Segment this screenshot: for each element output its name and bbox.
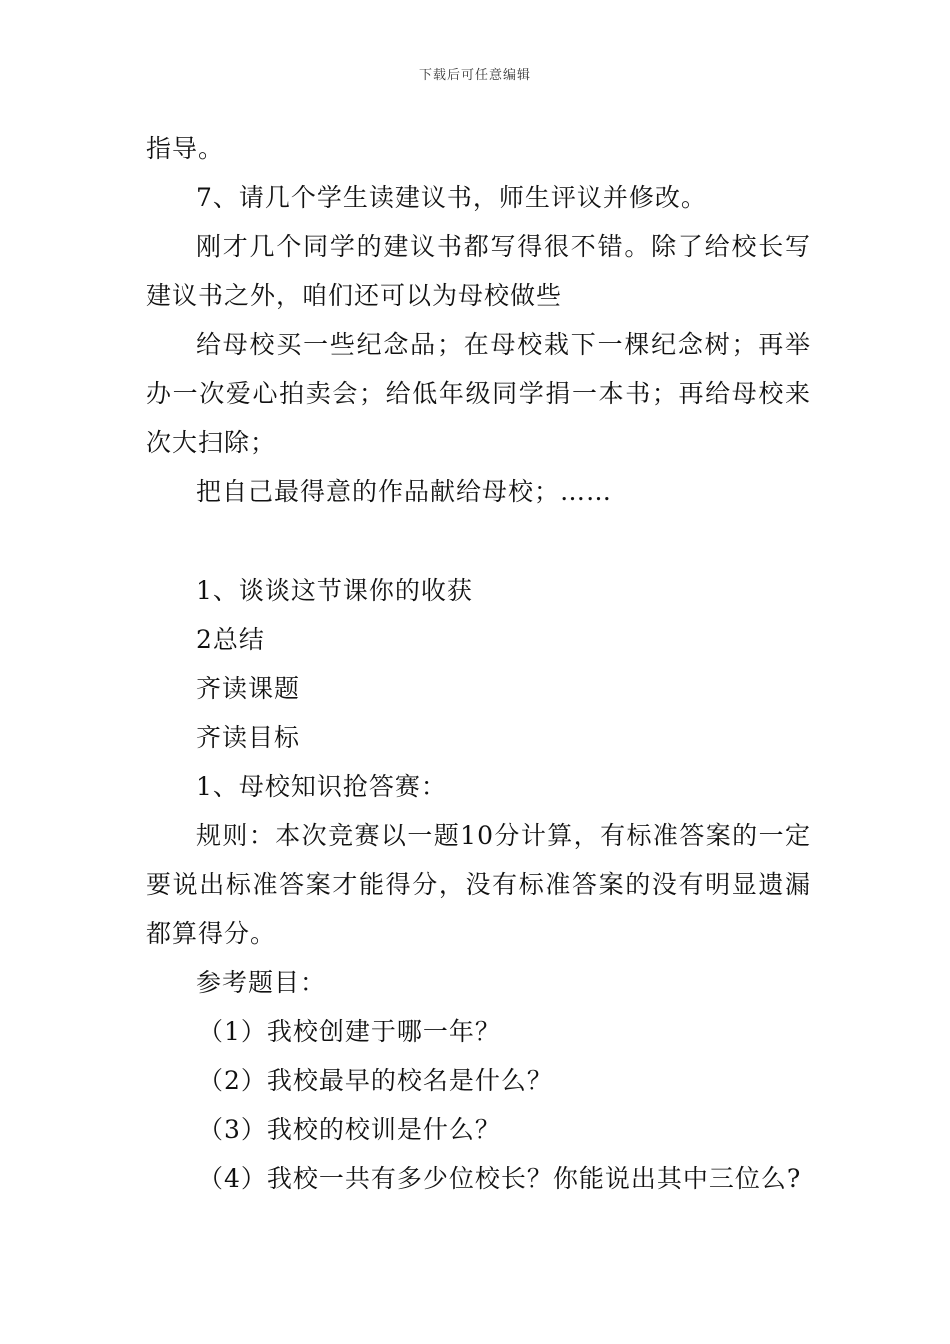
paragraph-quiz-heading: 1、母校知识抢答赛： (196, 772, 447, 801)
paragraph-read-title: 齐读课题 (196, 674, 301, 703)
paragraph-rules: 规则：本次竞赛以一题10分计算，有标准答案的一定要说出标准答案才能得分，没有标准答案的没有明显遗漏都算得分。 (146, 821, 811, 948)
document-body (146, 124, 811, 1203)
paragraph-continuation: 指导。 (146, 134, 225, 163)
paragraph-praise: 刚才几个同学的建议书都写得很不错。除了给校长写建议书之外，咱们还可以为母校做些 (146, 232, 811, 310)
question-item: （2）我校最早的校名是什么？ (198, 1066, 553, 1095)
paragraph-step-7: 7、请几个学生读建议书，师生评议并修改。 (196, 183, 707, 212)
paragraph-ideas-end: 把自己最得意的作品献给母校；…… (196, 477, 613, 506)
paragraph-harvest: 1、谈谈这节课你的收获 (196, 576, 473, 605)
paragraph-reference-heading: 参考题目： (196, 968, 327, 997)
paragraph-read-goal: 齐读目标 (196, 723, 301, 752)
question-item: （1）我校创建于哪一年？ (198, 1017, 501, 1046)
paragraph-summary: 2总结 (196, 625, 265, 654)
paragraph-ideas: 给母校买一些纪念品；在母校栽下一棵纪念树；再举办一次爱心拍卖会；给低年级同学捐一本书；再给母校来次大扫除； (146, 330, 811, 457)
blank-line (146, 516, 811, 566)
page-header: 下载后可任意编辑 (418, 68, 531, 83)
question-item: （3）我校的校训是什么？ (198, 1115, 501, 1144)
question-item: （4）我校一共有多少位校长？你能说出其中三位么? (198, 1164, 802, 1193)
